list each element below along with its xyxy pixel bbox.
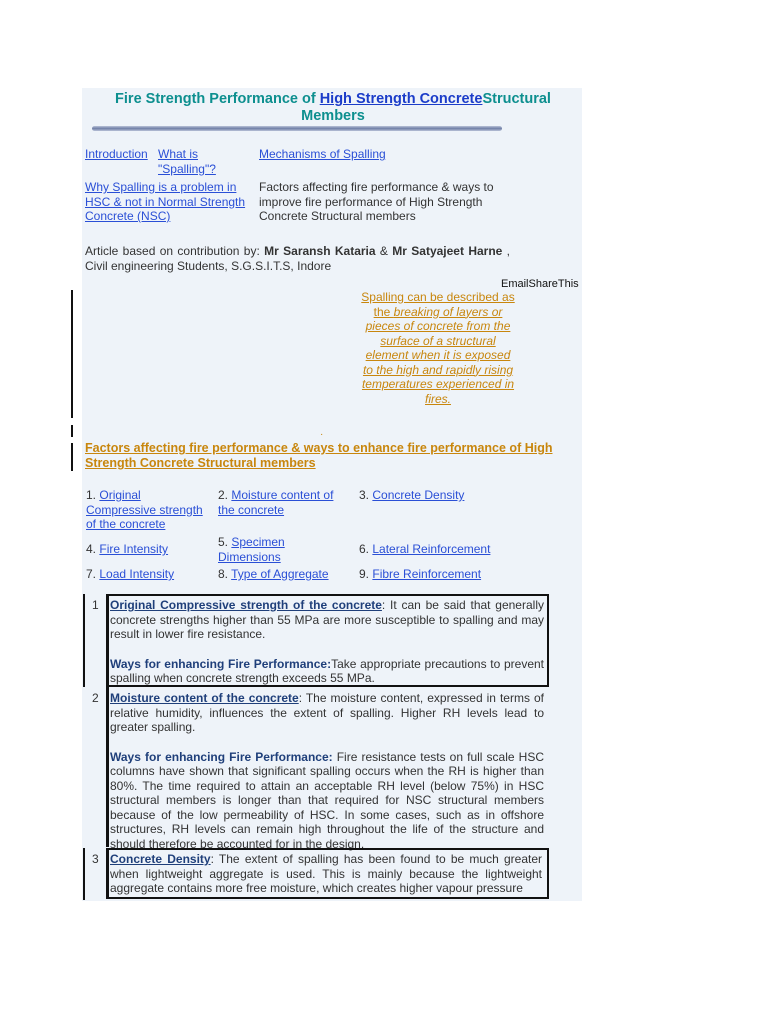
factor-link-moisture-content[interactable]: Moisture content of the concrete	[218, 488, 334, 517]
factor-item: 7. Load Intensity	[86, 567, 175, 581]
nav-link-introduction[interactable]: Introduction	[85, 147, 148, 161]
nav-link-why-spalling-problem[interactable]: Why Spalling is a problem in HSC & not in Normal Strength Concrete (NSC)	[85, 180, 246, 223]
factor-link-specimen-dimensions[interactable]: Specimen Dimensions	[218, 535, 285, 564]
factor-link-compressive-strength[interactable]: Original Compressive strength of the concrete	[86, 488, 203, 531]
nav-link-what-is-spalling[interactable]: What is "Spalling"?	[158, 147, 216, 176]
factor-item: 2. Moisture content of the concrete	[218, 488, 334, 517]
row-border-left	[106, 687, 109, 847]
factor-item: 6. Lateral Reinforcement	[359, 542, 491, 556]
row-number: 2	[92, 691, 99, 705]
factor-item: 1. Original Compressive strength of the concrete	[86, 488, 203, 531]
title-divider	[92, 126, 502, 131]
factor-item: 9. Fibre Reinforcement	[359, 567, 482, 581]
row-content: Moisture content of the concrete: The moisture content, expressed in terms of relative humidity, influences the extent of spalling. Higher RH levels lead to greater spalling. Ways for enhancing Fire Performance: Fire resistance tests on full scale HSC columns have shown that significant spalling occurs when the RH is higher than 80%. The time required to attain an acceptable RH level (below 75%) in HSC structural members is longer than that required for NSC structural members because of the low permeability of HSC. In some cases, such as in offshore structures, RH levels can remain high throughout the life of the structure and should therefore be accounted for in the design.	[110, 691, 544, 851]
left-margin-tick	[71, 443, 73, 471]
row-number: 3	[92, 852, 99, 866]
factor-link-concrete-density[interactable]: Concrete Density	[372, 488, 465, 502]
row-heading-concrete-density: Concrete Density	[110, 852, 211, 866]
row-content: Original Compressive strength of the concrete: It can be said that generally concrete strengths higher than 55 MPa are more susceptible to spalling and may result in lower fire resistance. Ways for enhancing Fire Performance:Take appropriate precautions to prevent spalling when concrete strength exceeds 55 MPa.	[110, 598, 545, 685]
row-number: 1	[92, 598, 99, 612]
factor-link-lateral-reinforcement[interactable]: Lateral Reinforcement	[372, 542, 491, 556]
factors-section-heading: Factors affecting fire performance & ways to enhance fire performance of High Strength Concrete Structural members	[85, 441, 553, 470]
article-credits: Article based on contribution by: Mr Saransh Kataria & Mr Satyajeet Harne , Civil engineering Students, S.G.S.I.T.S, Indore	[85, 244, 511, 273]
factor-item: 3. Concrete Density	[359, 488, 465, 502]
title-link-high-strength-concrete[interactable]: High Strength Concrete	[319, 91, 483, 107]
factor-item: 5. Specimen Dimensions	[218, 535, 285, 564]
row-border-left	[83, 594, 85, 687]
row-heading-compressive-strength: Original Compressive strength of the concrete	[110, 598, 382, 612]
factor-item: 8. Type of Aggregate	[218, 567, 329, 581]
page-title: Fire Strength Performance of High Strength ConcreteStructural Members	[115, 91, 551, 124]
factor-link-type-of-aggregate[interactable]: Type of Aggregate	[231, 567, 329, 581]
row-border-left	[83, 848, 85, 900]
row-heading-moisture-content: Moisture content of the concrete	[110, 691, 299, 705]
left-margin-tick	[71, 425, 73, 437]
left-margin-line	[71, 290, 73, 418]
email-share-button[interactable]: EmailShareThis	[501, 278, 579, 290]
separator-dot: ·	[320, 429, 324, 440]
factor-link-load-intensity[interactable]: Load Intensity	[99, 567, 175, 581]
factor-link-fire-intensity[interactable]: Fire Intensity	[99, 542, 169, 556]
nav-link-mechanisms[interactable]: Mechanisms of Spalling	[259, 147, 386, 161]
spalling-quote: Spalling can be described as the breaking of layers or pieces of concrete from the surface of a structural element when it is exposed to the high and rapidly rising temperatures experienced in fires.	[361, 290, 515, 406]
factor-item: 4. Fire Intensity	[86, 542, 169, 556]
row-content: Concrete Density: The extent of spalling has been found to be much greater when lightweight aggregate is used. This is mainly because the lightweight aggregate contains more free moisture, which creates higher vapour pressure	[110, 852, 542, 895]
nav-factors-text: Factors affecting fire performance & ways to improve fire performance of High Strength Concrete Structural members	[259, 180, 494, 223]
factor-link-fibre-reinforcement[interactable]: Fibre Reinforcement	[372, 567, 482, 581]
